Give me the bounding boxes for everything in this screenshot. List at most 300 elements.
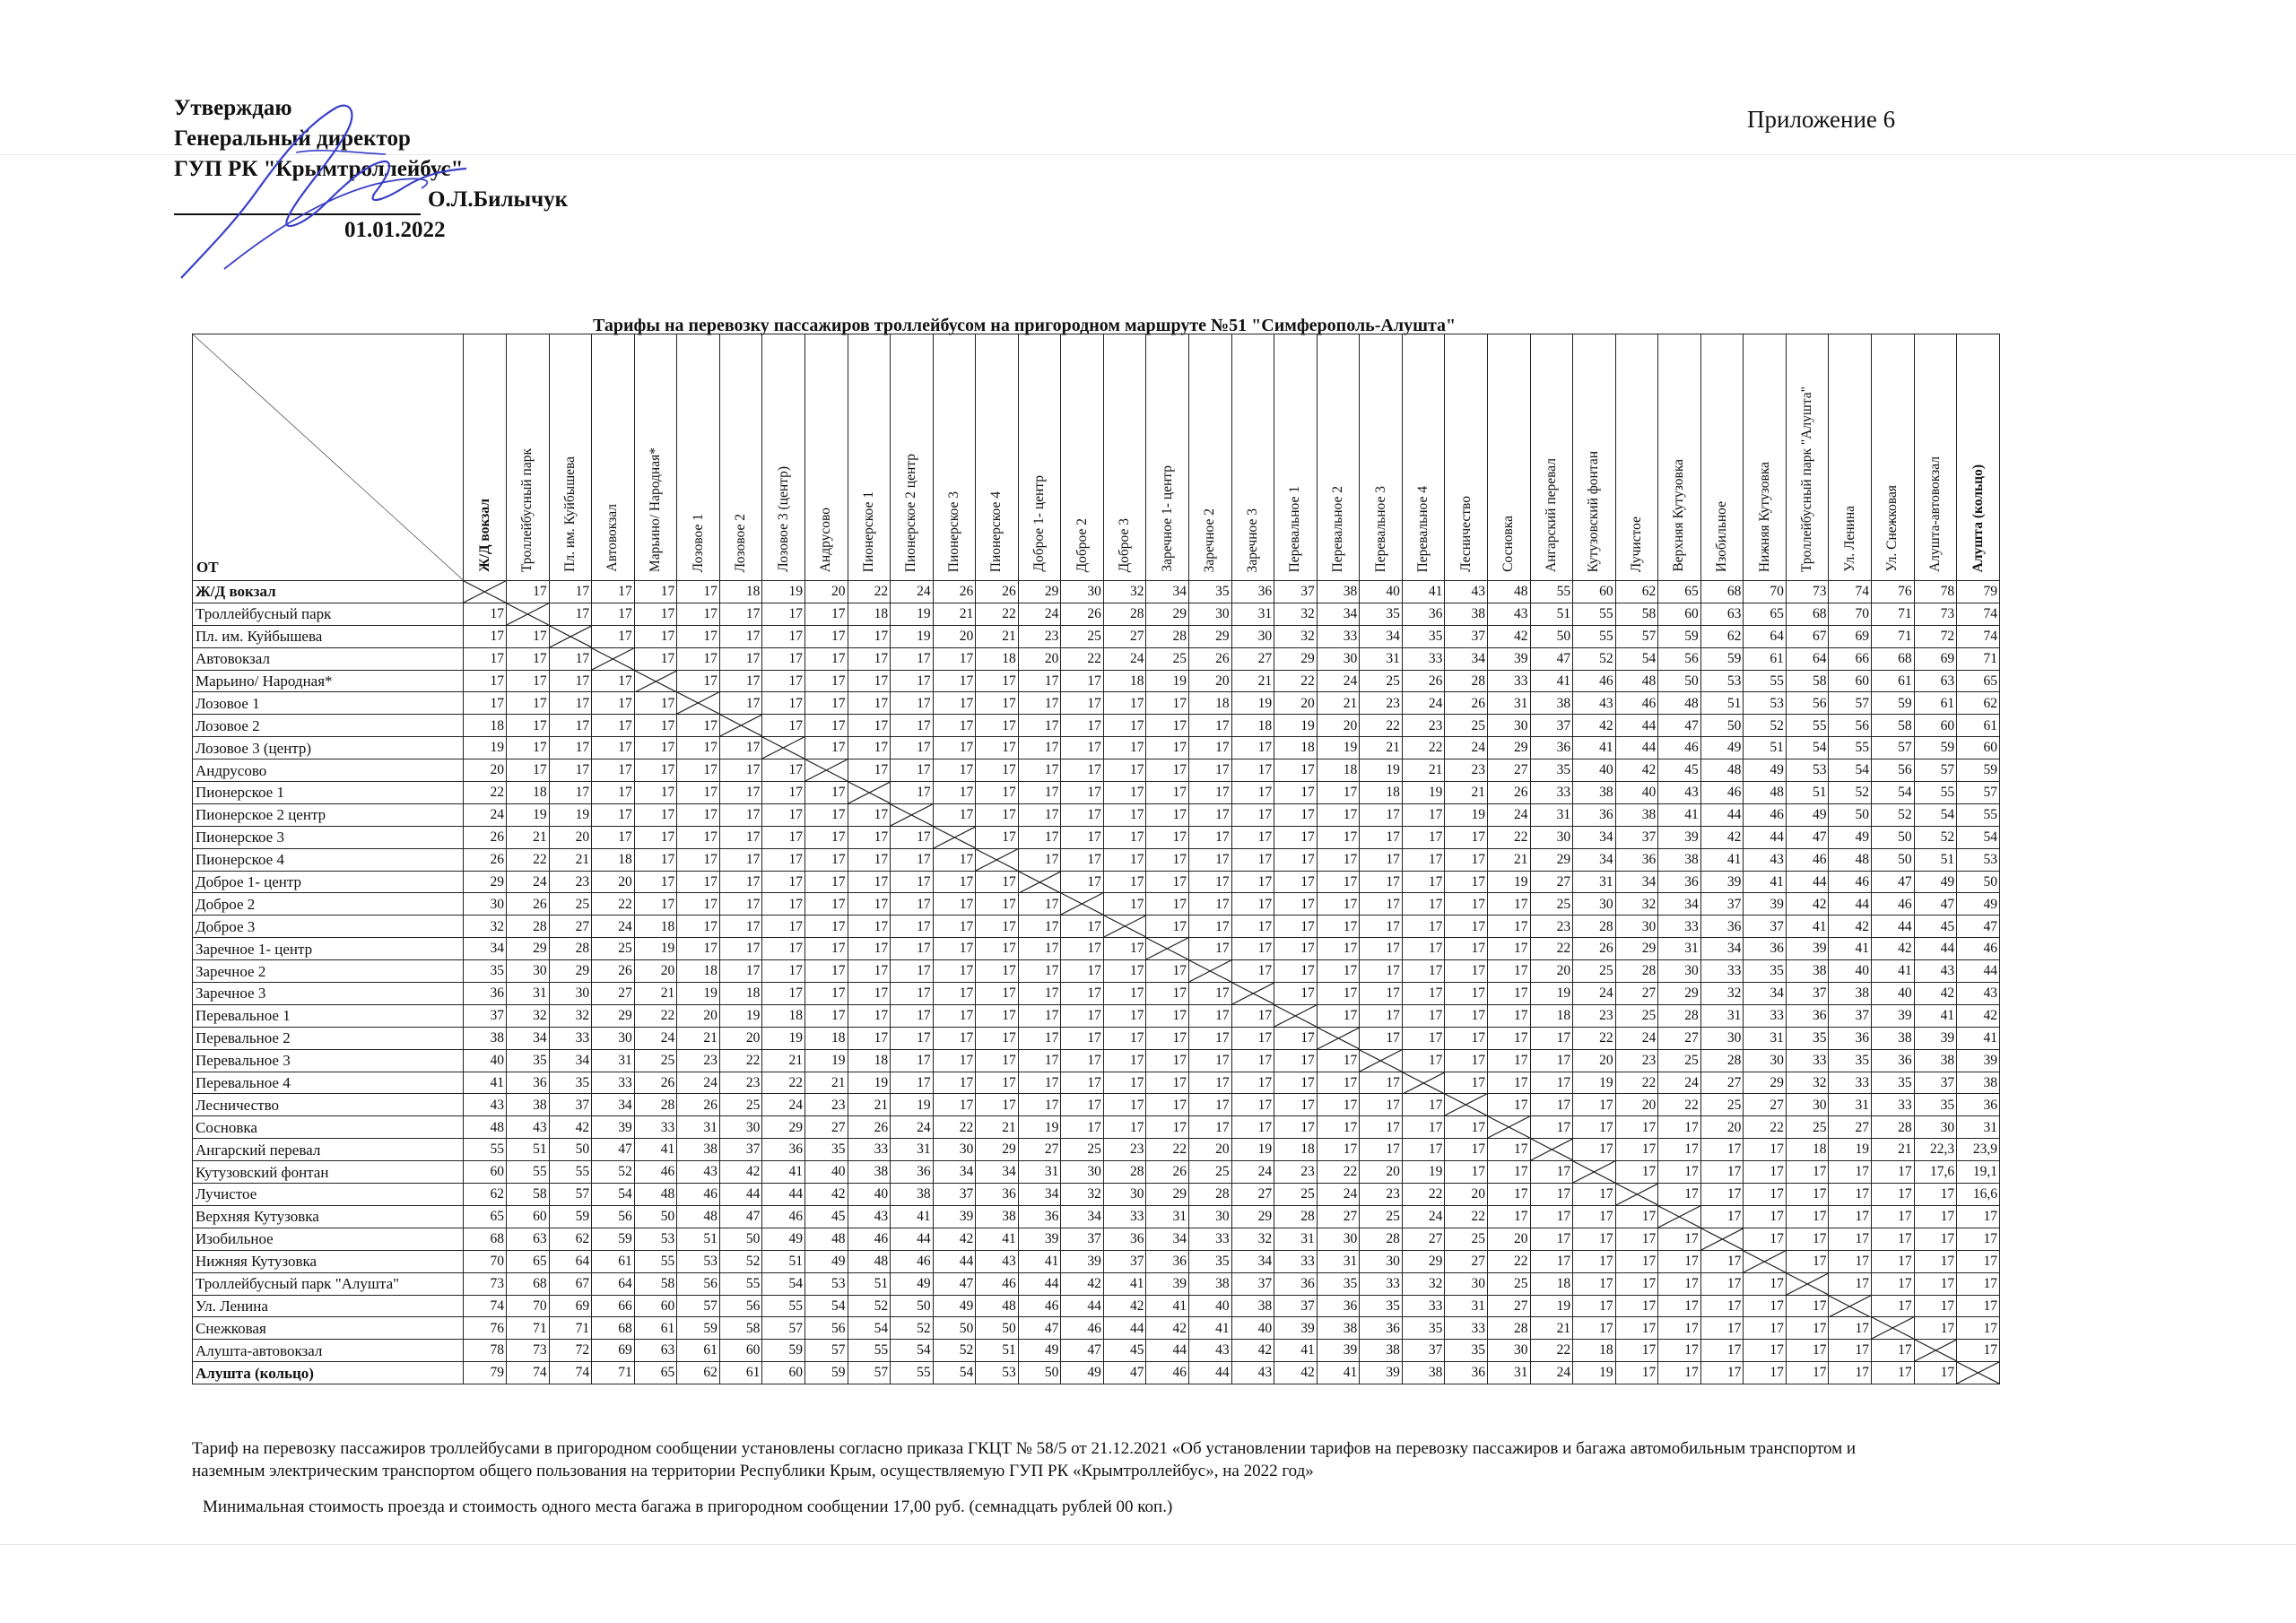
fare-cell: 17 (1829, 1161, 1872, 1184)
fare-cell: 17 (1018, 1027, 1061, 1049)
fare-cell: 58 (1615, 603, 1658, 625)
fare-cell: 17 (933, 782, 976, 804)
fare-cell: 41 (1700, 848, 1744, 871)
fare-cell: 57 (1914, 759, 1957, 782)
fare-cell: 38 (1317, 581, 1360, 603)
fare-cell: 17 (1530, 1094, 1573, 1116)
fare-cell: 21 (549, 848, 592, 871)
fare-cell: 23 (1445, 759, 1488, 782)
fare-cell: 61 (719, 1362, 762, 1384)
fare-cell: 41 (1189, 1317, 1232, 1340)
column-header (762, 334, 805, 581)
fare-cell: 47 (1957, 916, 2000, 938)
fare-cell: 24 (1317, 670, 1360, 692)
fare-cell: 17 (1615, 1139, 1658, 1161)
table-row (193, 647, 2000, 670)
fare-cell: 56 (592, 1205, 635, 1228)
row-label: Марьино/ Народная* (193, 670, 464, 692)
fare-cell: 17 (976, 938, 1019, 960)
fare-cell: 19 (1573, 1072, 1616, 1094)
fare-cell: 44 (1786, 871, 1829, 893)
fare-cell: 17 (634, 782, 677, 804)
fare-cell: 17 (1360, 916, 1403, 938)
fare-cell: 17 (1061, 782, 1104, 804)
fare-cell: 20 (1018, 647, 1061, 670)
fare-cell: 26 (507, 893, 550, 916)
fare-cell: 17 (1573, 1094, 1616, 1116)
fare-cell: 29 (1146, 1184, 1189, 1206)
fare-cell: 50 (549, 1139, 592, 1161)
fare-cell: 17 (848, 692, 891, 715)
fare-cell: 32 (1274, 603, 1318, 625)
fare-cell: 24 (1445, 737, 1488, 759)
fare-cell: 17 (1402, 1027, 1445, 1049)
row-label: Заречное 2 (193, 960, 464, 983)
fare-cell: 36 (1615, 848, 1658, 871)
fare-cell: 42 (1914, 983, 1957, 1005)
fare-cell: 17 (1146, 916, 1189, 938)
fare-cell: 17 (719, 893, 762, 916)
fare-cell: 44 (1189, 1362, 1232, 1384)
fare-cell: 22 (1573, 1027, 1616, 1049)
fare-cell: 71 (1872, 625, 1915, 647)
fare-cell: 44 (1615, 715, 1658, 737)
fare-cell: 43 (1231, 1362, 1274, 1384)
row-label: Перевальное 3 (193, 1049, 464, 1072)
fare-cell: 17 (848, 759, 891, 782)
fare-cell: 42 (1061, 1272, 1104, 1295)
fare-cell: 17 (507, 581, 550, 603)
fare-cell: 34 (1658, 893, 1701, 916)
fare-cell: 19 (804, 1049, 848, 1072)
fare-cell: 36 (1530, 737, 1573, 759)
fare-cell: 36 (1402, 603, 1445, 625)
fare-cell: 27 (592, 983, 635, 1005)
column-header (634, 334, 677, 581)
fare-cell: 38 (1317, 1317, 1360, 1340)
fare-cell: 36 (1744, 938, 1787, 960)
fare-cell: 29 (1658, 983, 1701, 1005)
fare-cell: 17 (1487, 1205, 1530, 1228)
fare-cell: 57 (762, 1317, 805, 1340)
fare-cell: 17 (804, 1004, 848, 1027)
fare-cell: 38 (1829, 983, 1872, 1005)
fare-cell: 47 (1872, 871, 1915, 893)
fare-cell: 57 (1829, 692, 1872, 715)
fare-cell: 17 (891, 848, 934, 871)
fare-cell: 74 (1829, 581, 1872, 603)
fare-cell: 17 (1146, 1072, 1189, 1094)
fare-cell: 37 (1061, 1228, 1104, 1250)
table-row (193, 893, 2000, 916)
fare-cell: 17 (634, 848, 677, 871)
fare-cell: 17 (976, 826, 1019, 848)
fare-cell: 64 (549, 1250, 592, 1272)
fare-cell: 17 (1274, 803, 1318, 826)
fare-cell: 39 (1360, 1362, 1403, 1384)
fare-cell: 61 (1957, 715, 2000, 737)
fare-cell: 24 (1658, 1072, 1701, 1094)
fare-cell: 30 (1317, 647, 1360, 670)
fare-cell: 17 (592, 603, 635, 625)
fare-cell: 20 (1573, 1049, 1616, 1072)
fare-cell: 34 (933, 1161, 976, 1184)
fare-cell: 28 (1487, 1317, 1530, 1340)
fare-cell: 41 (891, 1205, 934, 1228)
row-label: Сосновка (193, 1116, 464, 1139)
fare-cell: 34 (1231, 1250, 1274, 1272)
fare-cell: 39 (1018, 1228, 1061, 1250)
fare-cell: 21 (933, 603, 976, 625)
fare-cell: 17 (1530, 1205, 1573, 1228)
fare-cell: 17 (1402, 916, 1445, 938)
column-header-label: Перевальное 2 (1329, 485, 1345, 572)
fare-cell: 18 (1530, 1272, 1573, 1295)
fare-cell: 17 (1146, 1004, 1189, 1027)
fare-cell: 44 (1061, 1295, 1104, 1317)
fare-cell: 47 (1530, 647, 1573, 670)
table-row (193, 1184, 2000, 1206)
fare-cell: 36 (1146, 1250, 1189, 1272)
fare-cell: 24 (1402, 692, 1445, 715)
fare-cell: 60 (507, 1205, 550, 1228)
fare-cell: 19 (891, 1094, 934, 1116)
fare-cell: 30 (1786, 1094, 1829, 1116)
fare-cell: 17 (592, 826, 635, 848)
fare-cell: 29 (1402, 1250, 1445, 1272)
fare-cell: 28 (549, 938, 592, 960)
fare-cell: 42 (1146, 1317, 1189, 1340)
diagonal-cross-cell (848, 782, 891, 804)
fare-cell: 24 (1530, 1362, 1573, 1384)
fare-cell: 17 (634, 893, 677, 916)
fare-cell: 17 (1061, 871, 1104, 893)
fare-cell: 17 (848, 893, 891, 916)
fare-cell: 17 (1274, 960, 1318, 983)
fare-cell: 69 (1914, 647, 1957, 670)
fare-cell: 22 (1487, 1250, 1530, 1272)
fare-cell: 17 (1103, 1116, 1146, 1139)
fare-cell: 37 (1402, 1340, 1445, 1362)
fare-table (192, 334, 2000, 1384)
column-header-label: Сосновка (1500, 516, 1517, 572)
fare-cell: 21 (1872, 1139, 1915, 1161)
fare-cell: 17 (1360, 803, 1403, 826)
fare-cell: 17 (1530, 1250, 1573, 1272)
fare-cell: 39 (1146, 1272, 1189, 1295)
fare-cell: 17 (1872, 1295, 1915, 1317)
fare-cell: 55 (762, 1295, 805, 1317)
fare-cell: 17 (1445, 960, 1488, 983)
fare-cell: 25 (1445, 1228, 1488, 1250)
row-label: Доброе 2 (193, 893, 464, 916)
fare-cell: 17 (1189, 1072, 1232, 1094)
fare-cell: 46 (1872, 893, 1915, 916)
fare-cell: 17 (1487, 1094, 1530, 1116)
fare-cell: 46 (891, 1250, 934, 1272)
fare-cell: 17 (677, 916, 720, 938)
fare-cell: 62 (1615, 581, 1658, 603)
fare-cell: 33 (592, 1072, 635, 1094)
fare-cell: 37 (1274, 581, 1318, 603)
fare-cell: 21 (976, 1116, 1019, 1139)
fare-cell: 36 (507, 1072, 550, 1094)
fare-cell: 17 (1530, 1049, 1573, 1072)
fare-cell: 19 (1402, 782, 1445, 804)
fare-cell: 22 (592, 893, 635, 916)
fare-cell: 18 (848, 603, 891, 625)
fare-cell: 17 (1573, 1184, 1616, 1206)
diagonal-cross-cell (976, 848, 1019, 871)
column-header-label: Перевальное 1 (1287, 485, 1303, 572)
fare-cell: 19 (1231, 1139, 1274, 1161)
column-header-label: Троллейбусный парк (519, 447, 535, 572)
fare-cell: 17 (1317, 960, 1360, 983)
fare-cell: 46 (1573, 670, 1616, 692)
fare-cell: 17 (719, 603, 762, 625)
column-header-label: Верхняя Кутузовка (1671, 459, 1687, 572)
fare-cell: 19 (1146, 670, 1189, 692)
fare-cell: 30 (1914, 1116, 1957, 1139)
fare-cell: 42 (1786, 893, 1829, 916)
fare-cell: 17 (549, 759, 592, 782)
fare-cell: 17 (1189, 848, 1232, 871)
fare-cell: 19 (762, 581, 805, 603)
fare-cell: 17 (1146, 848, 1189, 871)
fare-cell: 32 (1700, 983, 1744, 1005)
fare-cell: 17 (1231, 1027, 1274, 1049)
fare-cell: 32 (1615, 893, 1658, 916)
fare-cell: 17 (1445, 1072, 1488, 1094)
fare-cell: 17 (1317, 1116, 1360, 1139)
fare-cell: 26 (1061, 603, 1104, 625)
fare-cell: 18 (1786, 1139, 1829, 1161)
fare-cell: 36 (1700, 916, 1744, 938)
fare-cell: 17 (1744, 1317, 1787, 1340)
fare-cell: 17 (1103, 983, 1146, 1005)
fare-cell: 32 (1061, 1184, 1104, 1206)
fare-cell: 34 (464, 938, 507, 960)
fare-cell: 38 (464, 1027, 507, 1049)
fare-cell: 45 (1914, 916, 1957, 938)
fare-cell: 17 (1487, 1072, 1530, 1094)
fare-cell: 34 (549, 1049, 592, 1072)
fare-cell: 73 (1786, 581, 1829, 603)
fare-cell: 17 (976, 893, 1019, 916)
fare-cell: 34 (1061, 1205, 1104, 1228)
row-label: Троллейбусный парк "Алушта" (193, 1272, 464, 1295)
table-row (193, 759, 2000, 782)
fare-cell: 17 (1786, 1295, 1829, 1317)
fare-cell: 17 (1231, 803, 1274, 826)
fare-cell: 17 (1402, 938, 1445, 960)
diagonal-cross-cell (1103, 916, 1146, 938)
fare-cell: 17 (1146, 737, 1189, 759)
fare-cell: 17 (891, 692, 934, 715)
fare-cell: 20 (1530, 960, 1573, 983)
fare-cell: 52 (891, 1317, 934, 1340)
table-row (193, 1205, 2000, 1228)
fare-cell: 17 (1786, 1161, 1829, 1184)
diagonal-cross-cell (1658, 1205, 1701, 1228)
fare-cell: 41 (1786, 916, 1829, 938)
fare-cell: 17 (1487, 916, 1530, 938)
fare-cell: 17 (1061, 916, 1104, 938)
fare-cell: 38 (1360, 1340, 1403, 1362)
diagonal-cross-cell (719, 715, 762, 737)
fare-cell: 17 (1061, 1072, 1104, 1094)
fare-cell: 32 (1103, 581, 1146, 603)
fare-cell: 17 (762, 647, 805, 670)
fare-cell: 55 (1786, 715, 1829, 737)
fare-cell: 17 (804, 893, 848, 916)
fare-cell: 34 (592, 1094, 635, 1116)
table-row (193, 1272, 2000, 1295)
fare-cell: 42 (1487, 625, 1530, 647)
fare-cell: 34 (1744, 983, 1787, 1005)
fare-cell: 64 (592, 1272, 635, 1295)
fare-cell: 18 (677, 960, 720, 983)
fare-cell: 17 (1573, 1250, 1616, 1272)
column-header (1146, 334, 1189, 581)
fare-cell: 24 (1317, 1184, 1360, 1206)
fare-cell: 29 (549, 960, 592, 983)
fare-cell: 17 (1274, 759, 1318, 782)
fare-cell: 17 (1700, 1362, 1744, 1384)
fare-cell: 31 (1487, 692, 1530, 715)
diagonal-cross-cell (933, 826, 976, 848)
fare-cell: 17 (848, 803, 891, 826)
fare-cell: 55 (719, 1272, 762, 1295)
fare-cell: 39 (1658, 826, 1701, 848)
fare-cell: 17 (1061, 670, 1104, 692)
table-row (193, 1094, 2000, 1116)
fare-cell: 31 (1829, 1094, 1872, 1116)
fare-cell: 25 (1573, 960, 1616, 983)
fare-cell: 23 (549, 871, 592, 893)
fare-cell: 33 (1189, 1228, 1232, 1250)
fare-cell: 17 (1829, 1250, 1872, 1272)
fare-cell: 51 (507, 1139, 550, 1161)
fare-cell: 17 (677, 625, 720, 647)
minimum-fare-note: Минимальная стоимость проезда и стоимость одного места багажа в пригородном сообщении 17,00 руб. (семнадцать рублей 00 коп.) (203, 1497, 1173, 1516)
fare-cell: 53 (804, 1272, 848, 1295)
column-header-label: Лучистое (1628, 516, 1644, 572)
fare-cell: 55 (1914, 782, 1957, 804)
fare-cell: 18 (1360, 782, 1403, 804)
fare-cell: 46 (1146, 1362, 1189, 1384)
approval-signature-line (174, 185, 568, 215)
diagonal-cross-cell (1914, 1340, 1957, 1362)
fare-cell: 17 (848, 938, 891, 960)
fare-cell: 48 (1658, 692, 1701, 715)
fare-cell: 17 (634, 647, 677, 670)
fare-cell: 39 (1700, 871, 1744, 893)
fare-cell: 17 (1700, 1272, 1744, 1295)
fare-cell: 70 (507, 1295, 550, 1317)
fare-cell: 17 (719, 871, 762, 893)
fare-cell: 17 (762, 916, 805, 938)
fare-cell: 17 (634, 603, 677, 625)
fare-cell: 29 (1530, 848, 1573, 871)
fare-cell: 17 (677, 826, 720, 848)
table-row (193, 1004, 2000, 1027)
column-header-label: Ж/Д вокзал (476, 499, 492, 572)
fare-cell: 17 (933, 916, 976, 938)
fare-cell: 26 (1189, 647, 1232, 670)
fare-cell: 17 (1914, 1317, 1957, 1340)
fare-cell: 37 (1829, 1004, 1872, 1027)
fare-cell: 17 (592, 803, 635, 826)
fare-cell: 17 (1829, 1184, 1872, 1206)
fare-cell: 39 (592, 1116, 635, 1139)
fare-cell: 46 (762, 1205, 805, 1228)
fare-cell: 33 (1402, 647, 1445, 670)
diagonal-cross-cell (1573, 1161, 1616, 1184)
fare-cell: 30 (1700, 1027, 1744, 1049)
fare-cell: 17 (1914, 1205, 1957, 1228)
table-row (193, 692, 2000, 715)
column-header (1700, 334, 1744, 581)
fare-cell: 26 (464, 848, 507, 871)
diagonal-cross-cell (549, 625, 592, 647)
fare-cell: 50 (1658, 670, 1701, 692)
fare-cell: 17 (549, 692, 592, 715)
diagonal-cross-cell (1402, 1072, 1445, 1094)
fare-cell: 17 (848, 647, 891, 670)
fare-cell: 28 (634, 1094, 677, 1116)
fare-cell: 45 (804, 1205, 848, 1228)
fare-cell: 73 (1914, 603, 1957, 625)
fare-cell: 33 (848, 1139, 891, 1161)
fare-cell: 31 (891, 1139, 934, 1161)
fare-cell: 71 (592, 1362, 635, 1384)
fare-cell: 17 (1061, 737, 1104, 759)
fare-cell: 17 (634, 826, 677, 848)
column-header-label: Лозовое 1 (690, 513, 706, 572)
column-header (1487, 334, 1530, 581)
fare-cell: 18 (1231, 715, 1274, 737)
fare-cell: 60 (1658, 603, 1701, 625)
column-header-label: Троллейбусный парк "Алушта" (1799, 386, 1815, 572)
fare-cell: 17 (1829, 1317, 1872, 1340)
fare-cell: 17 (1231, 1116, 1274, 1139)
diagonal-cross-cell (1615, 1184, 1658, 1206)
fare-cell: 71 (549, 1317, 592, 1340)
fare-cell: 17 (1274, 938, 1318, 960)
fare-cell: 27 (804, 1116, 848, 1139)
fare-cell: 24 (507, 871, 550, 893)
fare-cell: 34 (1018, 1184, 1061, 1206)
fare-cell: 17 (1317, 983, 1360, 1005)
fare-cell: 54 (1786, 737, 1829, 759)
fare-cell: 17 (1274, 1072, 1318, 1094)
fare-cell: 59 (1658, 625, 1701, 647)
fare-cell: 17 (1402, 1116, 1445, 1139)
row-label: Пионерское 2 центр (193, 803, 464, 826)
fare-cell: 33 (634, 1116, 677, 1139)
fare-cell: 38 (848, 1161, 891, 1184)
fare-cell: 55 (848, 1340, 891, 1362)
table-row (193, 625, 2000, 647)
fare-cell: 66 (1829, 647, 1872, 670)
fare-cell: 21 (1530, 1317, 1573, 1340)
fare-cell: 20 (1274, 692, 1318, 715)
column-header-label: Автовокзал (604, 504, 621, 572)
fare-cell: 17 (762, 871, 805, 893)
fare-cell: 17 (1829, 1340, 1872, 1362)
fare-cell: 22 (634, 1004, 677, 1027)
